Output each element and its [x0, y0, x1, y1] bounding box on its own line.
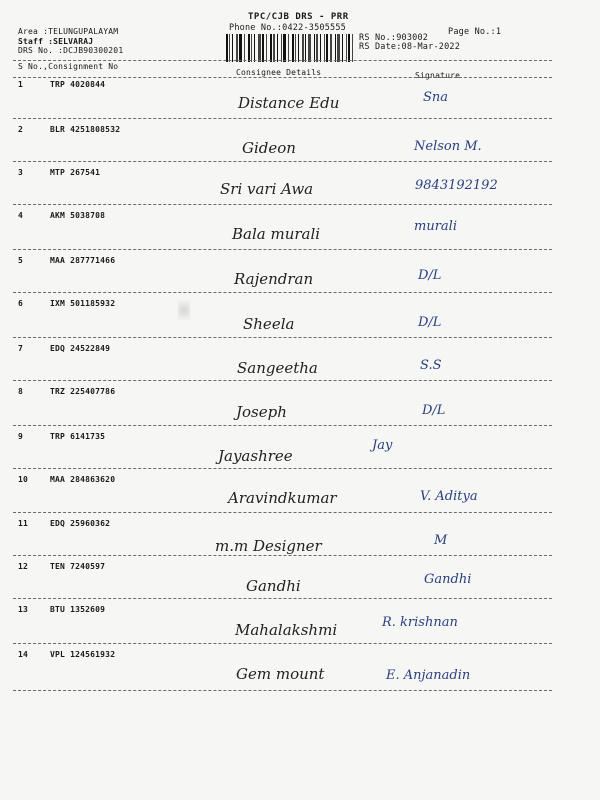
- rs-date: RS Date:08-Mar-2022: [359, 42, 461, 52]
- divider: [13, 77, 552, 78]
- consignee-handwritten: Aravindkumar: [228, 489, 337, 507]
- consignee-handwritten: Distance Edu: [238, 94, 340, 112]
- row-sno: 8: [18, 387, 24, 396]
- row-divider: [13, 425, 552, 426]
- consignee-handwritten: Rajendran: [234, 270, 314, 288]
- receiver-signature: E. Anjanadin: [386, 668, 471, 683]
- consignment-number: TRZ 225407786: [50, 387, 116, 396]
- row-divider: [13, 468, 552, 469]
- consignment-number: TRP 4020844: [50, 80, 106, 89]
- row-sno: 4: [18, 211, 24, 220]
- receiver-signature: Sna: [423, 90, 449, 105]
- area-label: Area :TELUNGUPALAYAM: [18, 27, 119, 36]
- row-divider: [13, 598, 552, 599]
- consignment-number: VPL 124561932: [50, 650, 116, 659]
- row-divider: [13, 204, 552, 205]
- receiver-signature: Nelson M.: [414, 139, 482, 154]
- barcode: [226, 34, 354, 62]
- row-divider: [13, 643, 552, 644]
- consignment-number: MAA 287771466: [50, 256, 116, 265]
- row-divider: [13, 161, 552, 162]
- consignment-number: AKM 5038708: [50, 211, 106, 220]
- consignment-number: MAA 284863620: [50, 475, 116, 484]
- row-divider: [13, 690, 552, 691]
- row-divider: [13, 249, 552, 250]
- row-sno: 6: [18, 299, 24, 308]
- col-sno-consignment: S No.,Consignment No: [18, 62, 119, 71]
- receiver-signature: Jay: [372, 438, 393, 453]
- row-divider: [13, 380, 552, 381]
- consignee-handwritten: Gem mount: [236, 665, 325, 683]
- receiver-signature: D/L: [418, 315, 442, 330]
- row-sno: 13: [18, 605, 29, 614]
- receiver-signature: murali: [414, 219, 457, 234]
- header-left-block: [18, 27, 123, 56]
- row-divider: [13, 118, 552, 119]
- receiver-signature: D/L: [418, 268, 442, 283]
- consignment-number: BLR 4251808532: [50, 125, 121, 134]
- consignment-number: IXM 501185932: [50, 299, 116, 308]
- receiver-signature: V. Aditya: [420, 489, 478, 504]
- row-sno: 2: [18, 125, 24, 134]
- row-sno: 1: [18, 80, 24, 89]
- row-sno: 9: [18, 432, 24, 441]
- consignee-handwritten: Jayashree: [218, 447, 293, 465]
- row-divider: [13, 292, 552, 293]
- consignment-number: BTU 1352609: [50, 605, 106, 614]
- consignment-number: EDQ 24522849: [50, 344, 111, 353]
- row-divider: [13, 555, 552, 556]
- receiver-signature: S.S: [420, 358, 442, 373]
- receiver-signature: M: [434, 533, 448, 548]
- consignee-handwritten: Joseph: [236, 403, 287, 421]
- row-sno: 5: [18, 256, 24, 265]
- row-divider: [13, 512, 552, 513]
- consignee-handwritten: Gideon: [242, 139, 296, 157]
- row-sno: 14: [18, 650, 29, 659]
- row-sno: 12: [18, 562, 29, 571]
- row-sno: 11: [18, 519, 29, 528]
- receiver-signature: R. krishnan: [382, 615, 458, 630]
- row-sno: 3: [18, 168, 24, 177]
- col-signature: Signature: [415, 71, 461, 80]
- staff-label: Staff :SELVARAJ: [18, 36, 94, 46]
- rs-number: RS No.:903002: [359, 33, 429, 43]
- consignee-handwritten: Mahalakshmi: [235, 621, 338, 639]
- consignee-handwritten: Sheela: [243, 315, 295, 333]
- row-sno: 10: [18, 475, 29, 484]
- consignee-handwritten: Sri vari Awa: [220, 180, 314, 198]
- phone-number: Phone No.:0422-3505555: [229, 23, 346, 33]
- receiver-signature: D/L: [422, 403, 446, 418]
- row-sno: 7: [18, 344, 24, 353]
- document-title: TPC/CJB DRS - PRR: [248, 12, 349, 22]
- consignment-number: MTP 267541: [50, 168, 101, 177]
- consignee-handwritten: Gandhi: [246, 577, 301, 595]
- consignee-handwritten: Bala murali: [232, 225, 321, 243]
- scan-smudge: [178, 300, 190, 320]
- receiver-signature: 9843192192: [415, 178, 498, 193]
- consignment-number: TEN 7240597: [50, 562, 106, 571]
- consignment-number: EDQ 25960362: [50, 519, 111, 528]
- page-number: Page No.:1: [448, 27, 502, 37]
- row-divider: [13, 337, 552, 338]
- divider: [13, 60, 552, 61]
- receiver-signature: Gandhi: [424, 572, 472, 587]
- col-consignee: Consignee Details: [236, 68, 322, 77]
- consignment-number: TRP 6141735: [50, 432, 106, 441]
- consignee-handwritten: m.m Designer: [215, 537, 322, 555]
- consignee-handwritten: Sangeetha: [237, 359, 318, 377]
- drs-number: DRS No. :DCJB90300201: [18, 46, 124, 55]
